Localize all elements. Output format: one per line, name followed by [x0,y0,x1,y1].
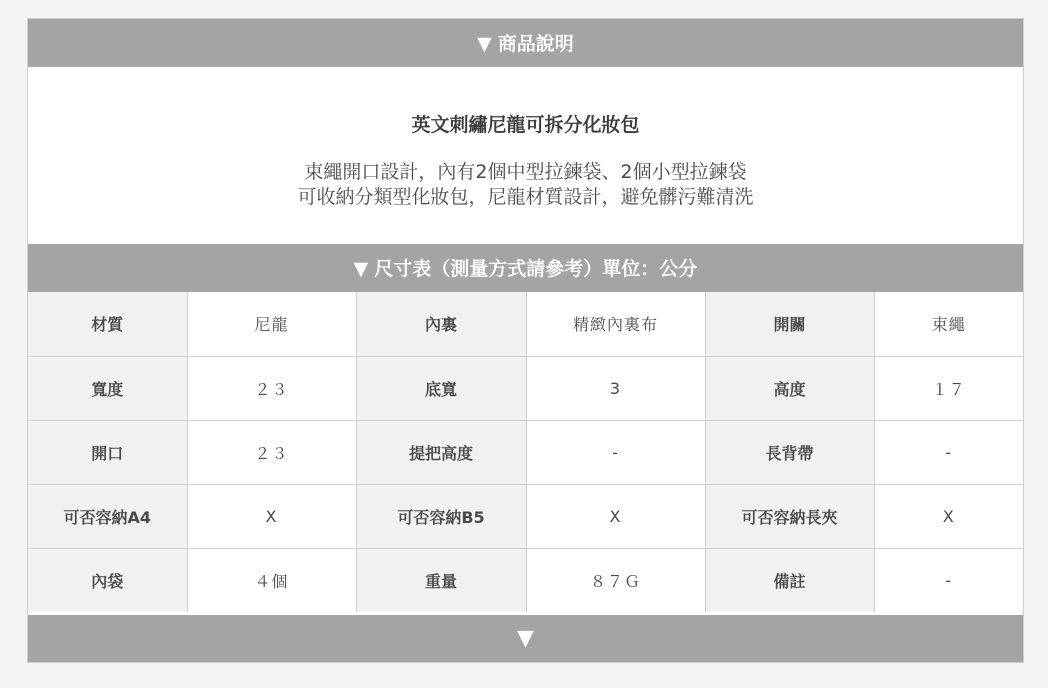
spec-label: 可否容納B5 [356,484,526,548]
more-info-toggle[interactable] [28,615,1023,663]
description-line: 可收納分類型化妝包，尼龍材質設計，避免髒污難清洗 [297,186,754,208]
spec-value: X [526,484,705,548]
spec-label: 可否容納長夾 [705,484,874,548]
spec-label: 開關 [705,292,874,356]
product-description-header [28,19,1023,67]
spec-value: X [187,484,356,548]
spec-label: 寬度 [28,356,187,420]
triangle-down-icon: ▼ [517,626,534,651]
spec-value: - [874,420,1023,484]
spec-label: 備註 [705,548,874,612]
product-info-panel [27,18,1024,663]
spec-label: 長背帶 [705,420,874,484]
spec-label: 底寬 [356,356,526,420]
spec-label: 內袋 [28,548,187,612]
spec-value: １７ [874,356,1023,420]
spec-label: 內裏 [356,292,526,356]
spec-label: 提把高度 [356,420,526,484]
spec-value: 束繩 [874,292,1023,356]
spec-value: 3 [526,356,705,420]
description-line: 束繩開口設計，內有2個中型拉鍊袋、2個小型拉鍊袋 [304,161,747,183]
spec-value: X [874,484,1023,548]
spec-label: 重量 [356,548,526,612]
spec-label: 可否容納A4 [28,484,187,548]
size-spec-table [28,292,1023,612]
table-row [28,292,1023,356]
product-description [28,67,1023,244]
spec-label: 高度 [705,356,874,420]
section-title: 尺寸表（測量方式請參考）單位：公分 [374,258,698,280]
table-row [28,484,1023,548]
triangle-down-icon: ▼ [353,258,369,280]
table-row [28,356,1023,420]
spec-label: 材質 [28,292,187,356]
spec-value: - [526,420,705,484]
spec-value: ８７Ｇ [526,548,705,612]
spec-value: 尼龍 [187,292,356,356]
spec-value: - [874,548,1023,612]
spec-value: ４個 [187,548,356,612]
product-name: 英文刺繡尼龍可拆分化妝包 [411,114,640,136]
size-chart-header [28,244,1023,292]
spec-value: ２３ [187,420,356,484]
section-title: 商品說明 [497,33,574,55]
triangle-down-icon: ▼ [477,33,492,55]
spec-value: 精緻內裏布 [526,292,705,356]
table-row [28,548,1023,612]
spec-value: ２３ [187,356,356,420]
table-row [28,420,1023,484]
spec-label: 開口 [28,420,187,484]
